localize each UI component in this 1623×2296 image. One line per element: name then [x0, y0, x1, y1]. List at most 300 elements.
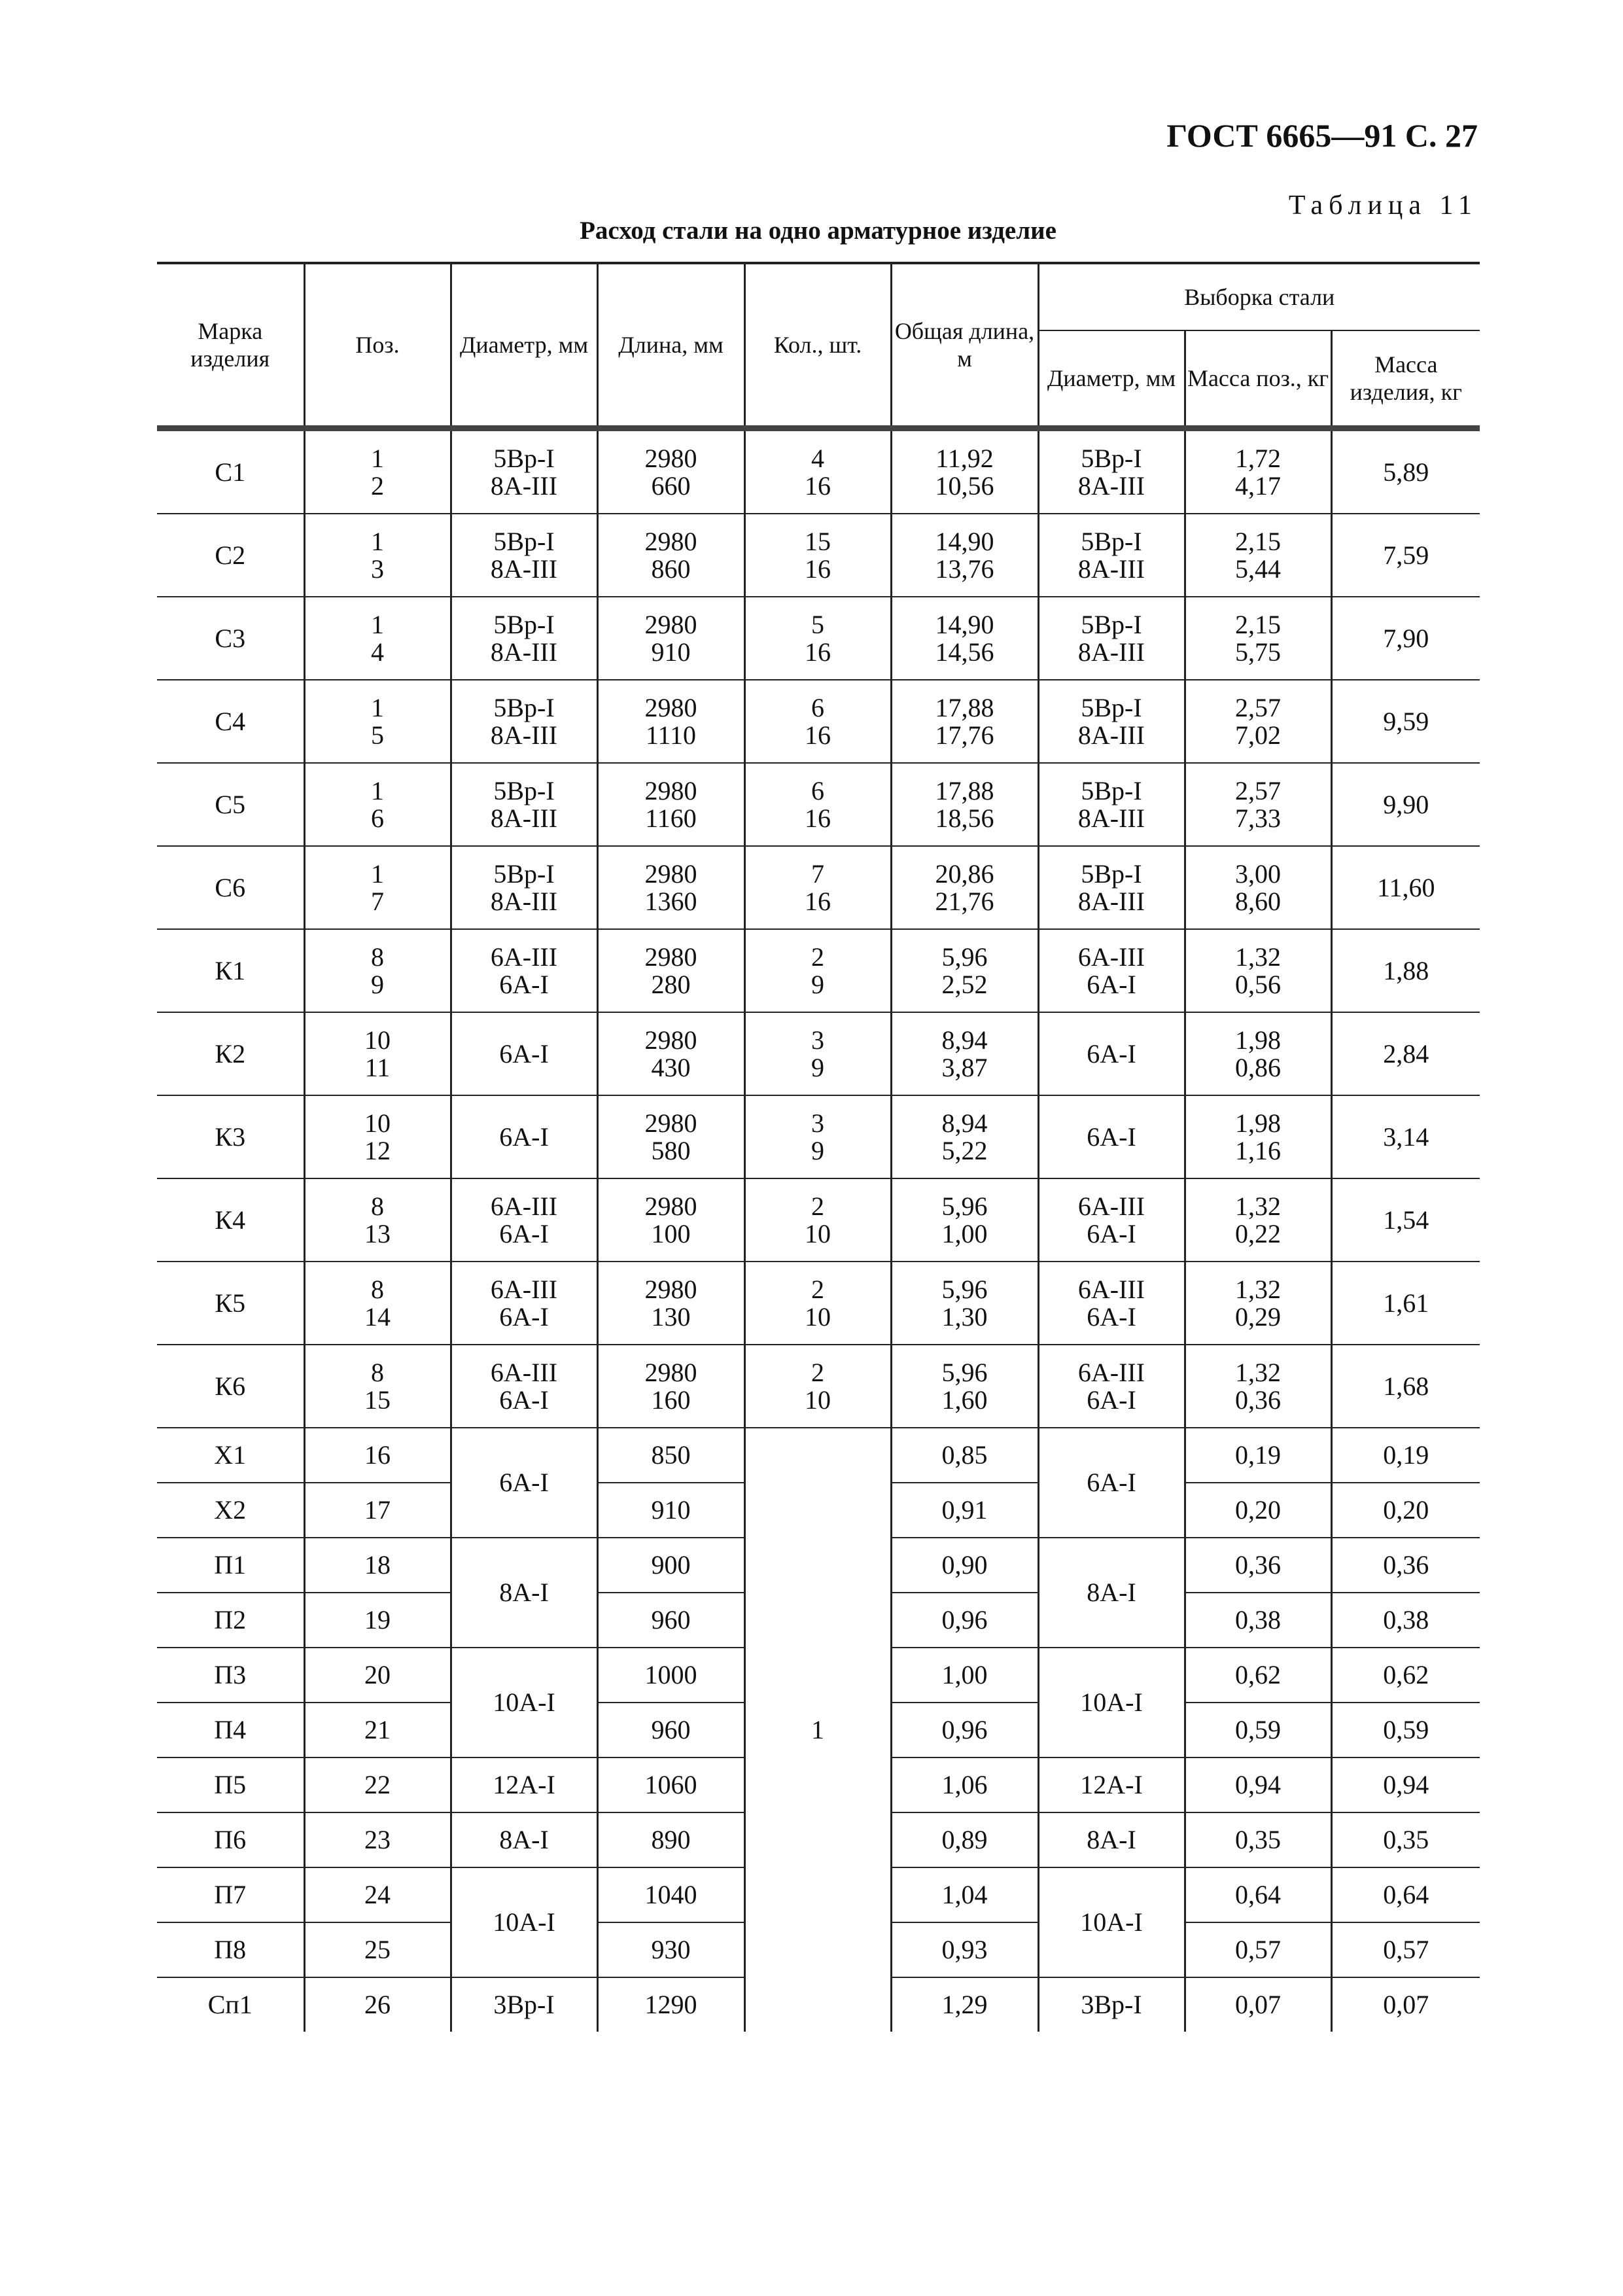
- table-row: [157, 597, 1480, 680]
- cell-length-line: 1160: [645, 803, 697, 833]
- cell-selection-diameter-line: 8А-III: [1077, 470, 1145, 501]
- cell-position-mass-line: 4,17: [1235, 470, 1281, 501]
- cell-position-line: 1: [371, 775, 384, 805]
- cell-position-mass: 0,38: [1185, 1593, 1331, 1648]
- cell-position-mass-line: 2,57: [1235, 775, 1281, 805]
- cell-selection-diameter: 10А-I: [1038, 1867, 1185, 1977]
- cell-diameter: [451, 680, 597, 763]
- cell-position-mass: 0,64: [1185, 1867, 1331, 1922]
- cell-mark: С4: [157, 680, 304, 763]
- cell-position-mass-line: 3,00: [1235, 858, 1281, 889]
- cell-mark: П3: [157, 1648, 304, 1703]
- cell-total-length-line: 5,96: [941, 942, 988, 972]
- cell-position-mass-line: 0,56: [1235, 969, 1281, 999]
- cell-length-line: 910: [651, 637, 691, 667]
- table-row: [157, 429, 1480, 514]
- cell-position-mass-line: 5,75: [1235, 637, 1281, 667]
- cell-selection-diameter-line: 6А-I: [1087, 1122, 1136, 1152]
- cell-item-mass: 5,89: [1331, 429, 1480, 514]
- cell-length: [597, 597, 744, 680]
- cell-length-line: 2980: [644, 692, 697, 722]
- cell-length: [597, 1095, 744, 1178]
- header-position-mass: Масса поз., кг: [1185, 330, 1331, 429]
- table-row: [157, 1345, 1480, 1428]
- cell-position-line: 12: [364, 1135, 391, 1165]
- cell-position: 22: [304, 1757, 451, 1812]
- cell-item-mass: 9,90: [1331, 763, 1480, 846]
- cell-selection-diameter-line: 8А-III: [1077, 554, 1145, 584]
- cell-item-mass: 0,36: [1331, 1538, 1480, 1593]
- cell-position-line: 6: [371, 803, 384, 833]
- cell-selection-diameter: [1038, 1178, 1185, 1262]
- cell-position-mass: 0,57: [1185, 1922, 1331, 1977]
- cell-position-mass: [1185, 846, 1331, 929]
- table-row: [157, 1428, 1480, 1483]
- cell-selection-diameter: [1038, 1262, 1185, 1345]
- cell-total-length-line: 20,86: [935, 858, 994, 889]
- cell-length: [597, 929, 744, 1012]
- cell-selection-diameter-line: 6А-III: [1077, 1357, 1145, 1387]
- cell-position-mass-line: 1,32: [1235, 1357, 1281, 1387]
- header-item-mass: Масса изделия, кг: [1331, 330, 1480, 429]
- cell-position-mass-line: 2,15: [1235, 609, 1281, 639]
- cell-selection-diameter: 10А-I: [1038, 1648, 1185, 1757]
- cell-position-mass-line: 7,02: [1235, 720, 1281, 750]
- cell-diameter-line: 6А-I: [499, 1301, 549, 1332]
- cell-position-line: 8: [371, 1357, 384, 1387]
- cell-position: [304, 514, 451, 597]
- cell-length: 910: [597, 1483, 744, 1538]
- cell-selection-diameter-line: 5Вр-I: [1081, 775, 1142, 805]
- cell-position-mass: [1185, 929, 1331, 1012]
- cell-selection-diameter-line: 8А-III: [1077, 720, 1145, 750]
- cell-total-length-line: 8,94: [941, 1108, 988, 1138]
- cell-selection-diameter: [1038, 1345, 1185, 1428]
- cell-selection-diameter: [1038, 429, 1185, 514]
- cell-length: 930: [597, 1922, 744, 1977]
- cell-length-line: 1110: [645, 720, 697, 750]
- cell-position-mass: [1185, 597, 1331, 680]
- cell-position-line: 14: [364, 1301, 391, 1332]
- header-selection-diameter: Диаметр, мм: [1038, 330, 1185, 429]
- cell-position-line: 8: [371, 942, 384, 972]
- cell-position: 16: [304, 1428, 451, 1483]
- cell-total-length-line: 8,94: [941, 1025, 988, 1055]
- cell-length-line: 160: [651, 1385, 691, 1415]
- cell-diameter: [451, 1345, 597, 1428]
- cell-length: [597, 1345, 744, 1428]
- cell-position-mass: 0,62: [1185, 1648, 1331, 1703]
- cell-length: 1060: [597, 1757, 744, 1812]
- cell-quantity-line: 16: [805, 886, 831, 916]
- cell-diameter-line: 6А-I: [499, 1122, 549, 1152]
- cell-quantity-line: 9: [811, 1135, 824, 1165]
- table-row: [157, 1012, 1480, 1095]
- cell-item-mass: 0,35: [1331, 1812, 1480, 1867]
- cell-total-length: [891, 429, 1038, 514]
- cell-position-line: 1: [371, 443, 384, 473]
- cell-mark: П4: [157, 1703, 304, 1757]
- cell-quantity-line: 10: [805, 1218, 831, 1248]
- cell-length: [597, 680, 744, 763]
- cell-position-line: 15: [364, 1385, 391, 1415]
- cell-position-mass-line: 2,15: [1235, 526, 1281, 556]
- cell-item-mass: 0,94: [1331, 1757, 1480, 1812]
- cell-position-mass: 0,35: [1185, 1812, 1331, 1867]
- cell-mark: С3: [157, 597, 304, 680]
- cell-length-line: 2980: [644, 609, 697, 639]
- cell-position-mass: 0,20: [1185, 1483, 1331, 1538]
- cell-position: [304, 429, 451, 514]
- cell-quantity-line: 2: [811, 942, 824, 972]
- cell-item-mass: 9,59: [1331, 680, 1480, 763]
- table-row: [157, 763, 1480, 846]
- cell-selection-diameter: 6А-I: [1038, 1428, 1185, 1538]
- cell-mark: К5: [157, 1262, 304, 1345]
- cell-length: 960: [597, 1593, 744, 1648]
- cell-length-line: 2980: [644, 942, 697, 972]
- cell-total-length: 1,29: [891, 1977, 1038, 2032]
- cell-position-line: 10: [364, 1108, 391, 1138]
- cell-total-length: [891, 763, 1038, 846]
- cell-length-line: 2980: [644, 1357, 697, 1387]
- cell-mark: К4: [157, 1178, 304, 1262]
- cell-position: 20: [304, 1648, 451, 1703]
- cell-position-line: 5: [371, 720, 384, 750]
- cell-length: 1290: [597, 1977, 744, 2032]
- cell-item-mass: 0,07: [1331, 1977, 1480, 2032]
- cell-length-line: 100: [651, 1218, 691, 1248]
- cell-total-length: [891, 1012, 1038, 1095]
- cell-length-line: 130: [651, 1301, 691, 1332]
- cell-position: [304, 597, 451, 680]
- header-steel-selection: Выборка стали: [1038, 263, 1480, 330]
- cell-length: 890: [597, 1812, 744, 1867]
- cell-quantity: [744, 1095, 891, 1178]
- cell-position-mass-line: 1,32: [1235, 1274, 1281, 1304]
- cell-diameter: 12А-I: [451, 1757, 597, 1812]
- cell-quantity-line: 16: [805, 720, 831, 750]
- cell-length: [597, 1012, 744, 1095]
- cell-position-mass: 0,94: [1185, 1757, 1331, 1812]
- cell-item-mass: 2,84: [1331, 1012, 1480, 1095]
- cell-length: [597, 429, 744, 514]
- cell-position: 19: [304, 1593, 451, 1648]
- cell-position: [304, 680, 451, 763]
- cell-total-length-line: 14,90: [935, 609, 994, 639]
- cell-position: [304, 1178, 451, 1262]
- table-row: [157, 1095, 1480, 1178]
- header-total-length: Общая длина, м: [891, 263, 1038, 429]
- cell-total-length-line: 13,76: [935, 554, 994, 584]
- cell-quantity-line: 9: [811, 969, 824, 999]
- cell-mark: Х2: [157, 1483, 304, 1538]
- steel-consumption-table: [157, 262, 1480, 2032]
- cell-diameter-line: 8А-III: [490, 886, 558, 916]
- cell-diameter-line: 6А-III: [490, 1191, 558, 1221]
- cell-total-length-line: 3,87: [941, 1052, 988, 1082]
- cell-selection-diameter-line: 8А-III: [1077, 637, 1145, 667]
- cell-selection-diameter-line: 6А-I: [1087, 1385, 1136, 1415]
- cell-length: 850: [597, 1428, 744, 1483]
- cell-total-length-line: 10,56: [935, 470, 994, 501]
- cell-quantity: [744, 846, 891, 929]
- cell-position-mass: [1185, 1095, 1331, 1178]
- table-body: [157, 429, 1480, 2032]
- cell-total-length: 0,85: [891, 1428, 1038, 1483]
- header-diameter: Диаметр, мм: [451, 263, 597, 429]
- cell-diameter-line: 8А-III: [490, 637, 558, 667]
- cell-position: [304, 1012, 451, 1095]
- cell-item-mass: 11,60: [1331, 846, 1480, 929]
- cell-total-length-line: 5,22: [941, 1135, 988, 1165]
- cell-position-mass: [1185, 1178, 1331, 1262]
- table-row: [157, 1178, 1480, 1262]
- cell-selection-diameter: 3Вр-I: [1038, 1977, 1185, 2032]
- cell-total-length: [891, 514, 1038, 597]
- cell-item-mass: 1,68: [1331, 1345, 1480, 1428]
- cell-total-length: [891, 680, 1038, 763]
- cell-position: 26: [304, 1977, 451, 2032]
- cell-position-mass-line: 7,33: [1235, 803, 1281, 833]
- cell-length: [597, 763, 744, 846]
- cell-mark: П5: [157, 1757, 304, 1812]
- cell-length: 900: [597, 1538, 744, 1593]
- cell-length-line: 2980: [644, 443, 697, 473]
- cell-length: [597, 1262, 744, 1345]
- cell-mark: К1: [157, 929, 304, 1012]
- header-quantity: Кол., шт.: [744, 263, 891, 429]
- cell-quantity-line: 10: [805, 1301, 831, 1332]
- cell-position: [304, 1095, 451, 1178]
- cell-quantity-line: 3: [811, 1025, 824, 1055]
- cell-item-mass: 1,61: [1331, 1262, 1480, 1345]
- cell-diameter-line: 6А-I: [499, 969, 549, 999]
- cell-mark: К6: [157, 1345, 304, 1428]
- cell-length-line: 430: [651, 1052, 691, 1082]
- cell-total-length-line: 17,76: [935, 720, 994, 750]
- cell-position-mass: 0,07: [1185, 1977, 1331, 2032]
- cell-selection-diameter: [1038, 514, 1185, 597]
- cell-quantity: [744, 929, 891, 1012]
- cell-position-mass: [1185, 1345, 1331, 1428]
- cell-position: [304, 1345, 451, 1428]
- cell-position: 24: [304, 1867, 451, 1922]
- cell-position-mass-line: 1,72: [1235, 443, 1281, 473]
- cell-item-mass: 7,59: [1331, 514, 1480, 597]
- cell-selection-diameter-line: 5Вр-I: [1081, 443, 1142, 473]
- header-mark: Марка изделия: [157, 263, 304, 429]
- cell-quantity-line: 2: [811, 1191, 824, 1221]
- cell-position-line: 3: [371, 554, 384, 584]
- cell-selection-diameter: [1038, 763, 1185, 846]
- cell-selection-diameter-line: 6А-III: [1077, 1274, 1145, 1304]
- cell-quantity-line: 5: [811, 609, 824, 639]
- cell-length-line: 1360: [644, 886, 697, 916]
- cell-length-line: 280: [651, 969, 691, 999]
- cell-quantity: [744, 1262, 891, 1345]
- cell-length-line: 2980: [644, 1108, 697, 1138]
- cell-quantity-line: 16: [805, 637, 831, 667]
- cell-diameter-line: 8А-III: [490, 470, 558, 501]
- cell-length: 1040: [597, 1867, 744, 1922]
- cell-quantity-line: 9: [811, 1052, 824, 1082]
- table-row: [157, 680, 1480, 763]
- cell-total-length: 1,04: [891, 1867, 1038, 1922]
- cell-diameter-line: 8А-III: [490, 803, 558, 833]
- cell-total-length: 1,00: [891, 1648, 1038, 1703]
- cell-diameter-line: 5Вр-I: [493, 775, 555, 805]
- table-number-label: Таблица 11: [1288, 190, 1478, 221]
- cell-position-line: 10: [364, 1025, 391, 1055]
- cell-total-length-line: 1,00: [941, 1218, 988, 1248]
- table-header: [157, 263, 1480, 429]
- cell-diameter-line: 6А-III: [490, 1274, 558, 1304]
- cell-length: 1000: [597, 1648, 744, 1703]
- cell-length: 960: [597, 1703, 744, 1757]
- cell-selection-diameter-line: 5Вр-I: [1081, 858, 1142, 889]
- cell-quantity-line: 2: [811, 1274, 824, 1304]
- cell-position-line: 8: [371, 1191, 384, 1221]
- cell-selection-diameter: [1038, 1012, 1185, 1095]
- cell-total-length-line: 5,96: [941, 1357, 988, 1387]
- cell-selection-diameter-line: 5Вр-I: [1081, 526, 1142, 556]
- cell-diameter-line: 5Вр-I: [493, 692, 555, 722]
- cell-length-line: 660: [651, 470, 691, 501]
- cell-position-mass-line: 1,98: [1235, 1025, 1281, 1055]
- cell-diameter: [451, 1262, 597, 1345]
- table-row: [157, 846, 1480, 929]
- cell-selection-diameter-line: 6А-I: [1087, 1301, 1136, 1332]
- cell-position-mass-line: 2,57: [1235, 692, 1281, 722]
- cell-length-line: 2980: [644, 858, 697, 889]
- cell-quantity-line: 16: [805, 554, 831, 584]
- cell-quantity-line: 4: [811, 443, 824, 473]
- cell-length: [597, 846, 744, 929]
- cell-quantity: [744, 1178, 891, 1262]
- cell-total-length-line: 17,88: [935, 775, 994, 805]
- cell-diameter: [451, 1012, 597, 1095]
- cell-selection-diameter: [1038, 597, 1185, 680]
- cell-total-length-line: 11,92: [935, 443, 994, 473]
- cell-quantity: [744, 680, 891, 763]
- cell-position: 25: [304, 1922, 451, 1977]
- cell-item-mass: 0,59: [1331, 1703, 1480, 1757]
- cell-position: [304, 763, 451, 846]
- cell-quantity-line: 16: [805, 470, 831, 501]
- cell-diameter-line: 8А-III: [490, 554, 558, 584]
- cell-total-length-line: 5,96: [941, 1191, 988, 1221]
- cell-mark: П8: [157, 1922, 304, 1977]
- cell-position: 17: [304, 1483, 451, 1538]
- cell-position-line: 4: [371, 637, 384, 667]
- cell-total-length: [891, 597, 1038, 680]
- cell-quantity-line: 3: [811, 1108, 824, 1138]
- cell-position-line: 1: [371, 858, 384, 889]
- cell-position-line: 9: [371, 969, 384, 999]
- cell-item-mass: 0,20: [1331, 1483, 1480, 1538]
- cell-quantity-line: 2: [811, 1357, 824, 1387]
- cell-total-length-line: 5,96: [941, 1274, 988, 1304]
- cell-diameter-line: 5Вр-I: [493, 443, 555, 473]
- cell-total-length: [891, 1178, 1038, 1262]
- cell-selection-diameter-line: 6А-I: [1087, 1218, 1136, 1248]
- cell-item-mass: 0,62: [1331, 1648, 1480, 1703]
- cell-mark: П1: [157, 1538, 304, 1593]
- cell-quantity: [744, 1012, 891, 1095]
- cell-position-mass-line: 1,98: [1235, 1108, 1281, 1138]
- document-reference: ГОСТ 6665—91 С. 27: [1166, 117, 1478, 154]
- cell-mark: С5: [157, 763, 304, 846]
- cell-item-mass: 0,38: [1331, 1593, 1480, 1648]
- cell-selection-diameter-line: 8А-III: [1077, 803, 1145, 833]
- cell-item-mass: 0,64: [1331, 1867, 1480, 1922]
- cell-position-mass-line: 0,22: [1235, 1218, 1281, 1248]
- cell-selection-diameter-line: 5Вр-I: [1081, 692, 1142, 722]
- header-length: Длина, мм: [597, 263, 744, 429]
- cell-total-length: [891, 1345, 1038, 1428]
- cell-diameter: 8А-I: [451, 1538, 597, 1648]
- cell-quantity-line: 10: [805, 1385, 831, 1415]
- cell-position: 21: [304, 1703, 451, 1757]
- cell-selection-diameter-line: 6А-I: [1087, 1038, 1136, 1069]
- cell-position-line: 8: [371, 1274, 384, 1304]
- cell-selection-diameter: [1038, 846, 1185, 929]
- cell-item-mass: 1,88: [1331, 929, 1480, 1012]
- cell-diameter: [451, 597, 597, 680]
- table-row: [157, 1262, 1480, 1345]
- cell-position-mass-line: 0,29: [1235, 1301, 1281, 1332]
- cell-total-length-line: 14,56: [935, 637, 994, 667]
- cell-length-line: 2980: [644, 1025, 697, 1055]
- cell-diameter: [451, 514, 597, 597]
- cell-position-mass: 0,19: [1185, 1428, 1331, 1483]
- cell-position-mass-line: 0,36: [1235, 1385, 1281, 1415]
- cell-diameter-line: 6А-III: [490, 1357, 558, 1387]
- cell-position-mass: [1185, 514, 1331, 597]
- cell-quantity-line: 7: [811, 858, 824, 889]
- cell-item-mass: 3,14: [1331, 1095, 1480, 1178]
- cell-position: [304, 1262, 451, 1345]
- cell-selection-diameter-line: 6А-I: [1087, 969, 1136, 999]
- cell-position-line: 1: [371, 609, 384, 639]
- cell-total-length: 0,91: [891, 1483, 1038, 1538]
- cell-total-length: 0,96: [891, 1593, 1038, 1648]
- cell-length-line: 2980: [644, 526, 697, 556]
- cell-selection-diameter: [1038, 1095, 1185, 1178]
- cell-position: [304, 929, 451, 1012]
- cell-position-mass-line: 1,16: [1235, 1135, 1281, 1165]
- cell-quantity: [744, 597, 891, 680]
- cell-total-length: [891, 846, 1038, 929]
- cell-position-mass-line: 1,32: [1235, 942, 1281, 972]
- cell-total-length: 1,06: [891, 1757, 1038, 1812]
- cell-selection-diameter-line: 6А-III: [1077, 942, 1145, 972]
- cell-diameter: [451, 763, 597, 846]
- cell-quantity: [744, 763, 891, 846]
- cell-item-mass: 7,90: [1331, 597, 1480, 680]
- cell-mark: П2: [157, 1593, 304, 1648]
- cell-mark: П7: [157, 1867, 304, 1922]
- cell-diameter-line: 5Вр-I: [493, 526, 555, 556]
- cell-quantity: [744, 429, 891, 514]
- cell-diameter: 3Вр-I: [451, 1977, 597, 2032]
- cell-item-mass: 1,54: [1331, 1178, 1480, 1262]
- cell-position-mass-line: 0,86: [1235, 1052, 1281, 1082]
- cell-diameter: 6А-I: [451, 1428, 597, 1538]
- cell-mark: С2: [157, 514, 304, 597]
- cell-selection-diameter-line: 6А-III: [1077, 1191, 1145, 1221]
